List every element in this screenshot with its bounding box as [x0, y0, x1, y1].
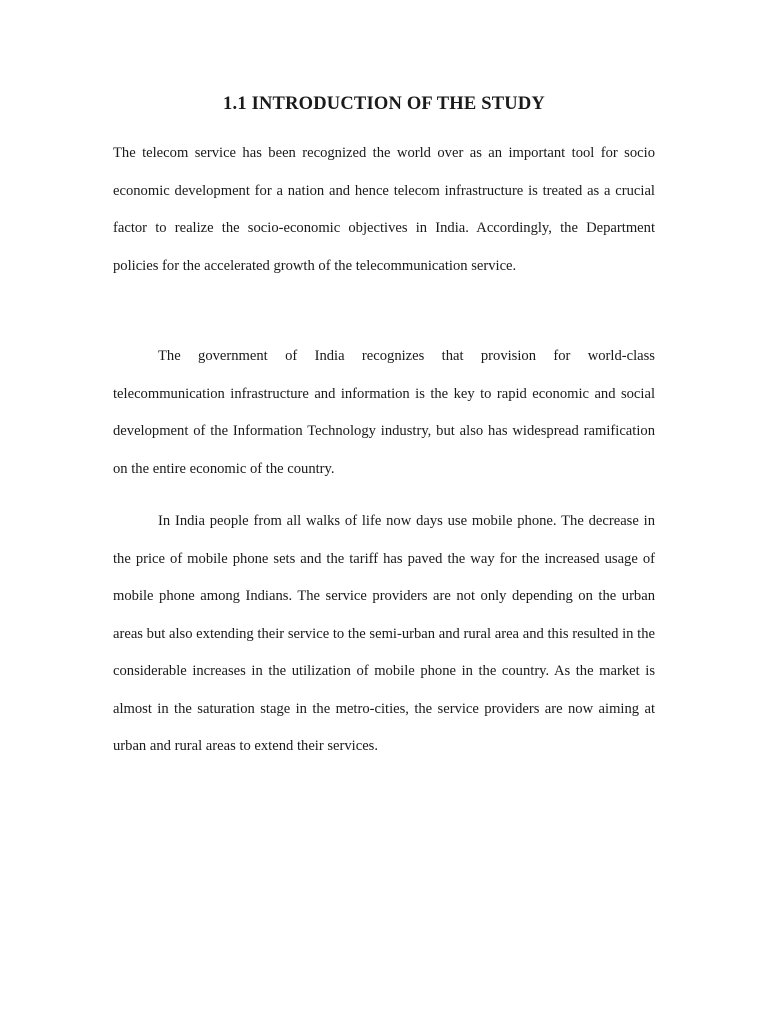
paragraph-3: In India people from all walks of life now days use mobile phone. The decrease in the price of mobile phone sets and the tariff has paved the way for the increased usage of mobile phone among Indians. The service providers are not only depending on the urban areas but also extending their service to the semi-urban and rural area and this resulted in the considerable increases in the utilization of mobile phone in the country. As the market is almost in the saturation stage in the metro-cities, the service providers are now aiming at urban and rural areas to extend their services.: [113, 513, 655, 754]
paragraph-1: The telecom service has been recognized the world over as an important tool for socio economic development for a nation and hence telecom infrastructure is treated as a crucial factor to realize the socio-economic objectives in India. Accordingly, the Department policies for the accelerated growth of the telecommunication service.: [113, 145, 655, 274]
section-title: 1.1 INTRODUCTION OF THE STUDY: [223, 94, 545, 114]
paragraph-2: The government of India recognizes that provision for world-class telecommunication infrastructure and information is the key to rapid economic and social development of the Information Technology industry, but also has widespread ramification on the entire economic of the country.: [113, 348, 655, 477]
